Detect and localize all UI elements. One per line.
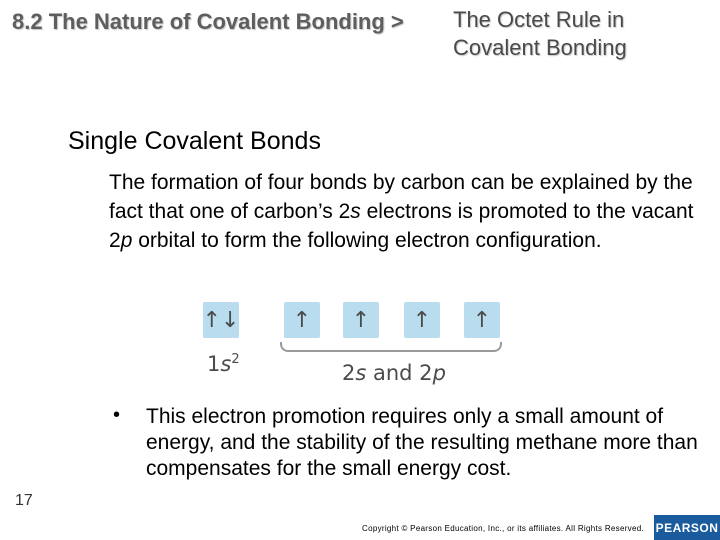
pearson-logo: PEARSON: [654, 515, 720, 540]
label-2s-2p: 2s and 2p: [342, 361, 446, 385]
para-italic-p: p: [120, 229, 133, 252]
bullet-marker: •: [113, 404, 121, 426]
orbital-box-2p-2: ↑: [404, 302, 440, 338]
orbital-box-2p-1: ↑: [343, 302, 379, 338]
topic-title-line2: Covalent Bonding: [453, 35, 627, 60]
label-1s: $1s^2$: [207, 352, 240, 376]
body-paragraph: [109, 168, 699, 255]
topic-title-line1: The Octet Rule in: [453, 7, 625, 32]
orbital-box-2s: ↑: [284, 302, 320, 338]
orbital-bracket: [280, 342, 502, 352]
orbital-box-1s: ↑↓: [203, 302, 239, 338]
para-text-2: electrons is promoted to the vacant 2: [109, 200, 694, 252]
section-title: 8.2 The Nature of Covalent Bonding >: [12, 9, 404, 34]
para-text-3: orbital to form the following electron configuration.: [132, 229, 602, 252]
para-text-1: The formation of four bonds by carbon can be explained by the fact that one of carbon’s 2: [109, 171, 693, 223]
bullet-text: This electron promotion requires only a small amount of energy, and the stability of the resulting methane more than compensates for the small energy cost.: [146, 405, 698, 480]
para-italic-s: s: [350, 200, 361, 223]
subheading: Single Covalent Bonds: [68, 127, 321, 155]
page-number: 17: [15, 492, 33, 509]
orbital-box-2p-3: ↑: [464, 302, 500, 338]
topic-title: [453, 6, 713, 62]
copyright-notice: Copyright © Pearson Education, Inc., or its affiliates. All Rights Reserved.: [362, 524, 645, 533]
